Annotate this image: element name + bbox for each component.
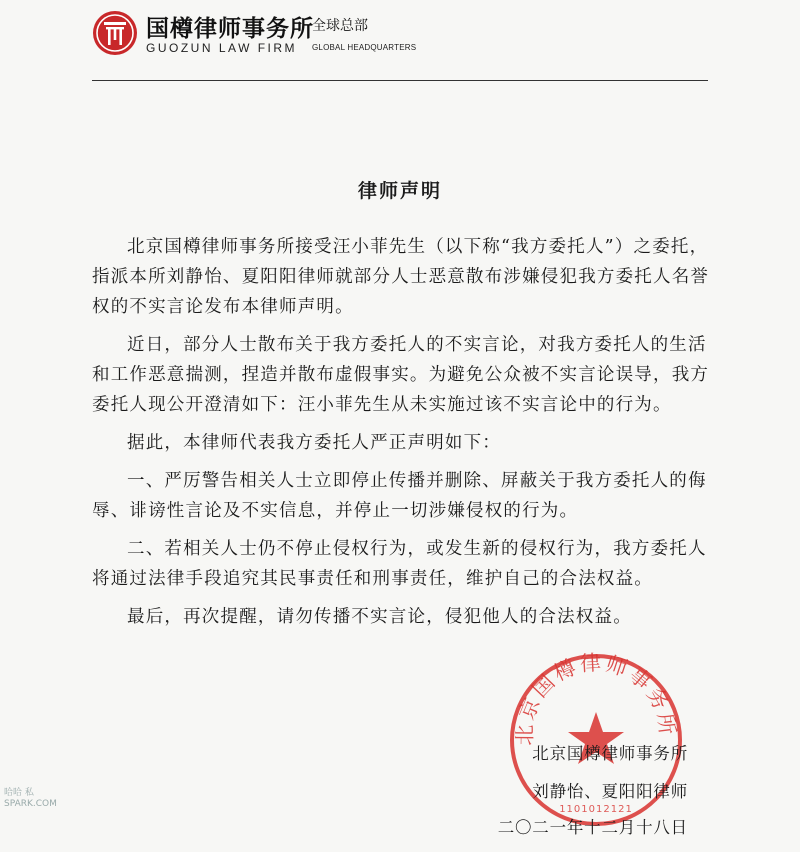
signature-date: 二〇二一年十二月十八日	[497, 818, 688, 837]
svg-text:北京国樽律师事务所: 北京国樽律师事务所	[512, 650, 680, 746]
firm-name-en: GUOZUN LAW FIRM	[146, 41, 298, 55]
statement-body	[92, 232, 712, 640]
corner-watermark	[4, 788, 57, 810]
signature-firm: 北京国樽律师事务所	[532, 744, 688, 763]
headquarters-label-cn: 全球总部	[312, 18, 368, 34]
watermark-line-2: SPARK.COM	[4, 799, 57, 809]
paragraph-declaration: 据此，本律师代表我方委托人严正声明如下：	[127, 433, 501, 453]
firm-name-cn: 国樽律师事务所	[146, 16, 314, 42]
paragraph-facts: 近日，部分人士散布关于我方委托人的不实言论，对我方委托人的生活和工作恶意揣测，捏造并散布虚假事实。为避免公众被不实言论误导，我方委托人现公开澄清如下：汪小菲先生从未实施过该不实言论中的行为。	[92, 335, 710, 415]
watermark-line-1: 哈哈 私	[4, 788, 34, 798]
svg-text:1101012121: 1101012121	[559, 804, 633, 815]
firm-logo-icon	[92, 10, 138, 56]
signature-lawyers: 刘静怡、夏阳阳律师	[532, 782, 688, 801]
letterhead-divider	[92, 80, 708, 81]
paragraph-item-one: 一、严厉警告相关人士立即停止传播并删除、屏蔽关于我方委托人的侮辱、诽谤性言论及不实信息，并停止一切涉嫌侵权的行为。	[92, 471, 707, 521]
headquarters-label-en: GLOBAL HEADQUARTERS	[312, 43, 417, 52]
paragraph-item-two: 二、若相关人士仍不停止侵权行为，或发生新的侵权行为，我方委托人将通过法律手段追究其民事责任和刑事责任，维护自己的合法权益。	[92, 539, 707, 589]
document-title: 律师声明	[357, 180, 442, 202]
paragraph-intro: 北京国樽律师事务所接受汪小菲先生（以下称“我方委托人”）之委托，指派本所刘静怡、夏阳阳律师就部分人士恶意散布涉嫌侵犯我方委托人名誉权的不实言论发布本律师声明。	[92, 237, 710, 317]
paragraph-closing: 最后，再次提醒，请勿传播不实言论，侵犯他人的合法权益。	[127, 607, 632, 627]
